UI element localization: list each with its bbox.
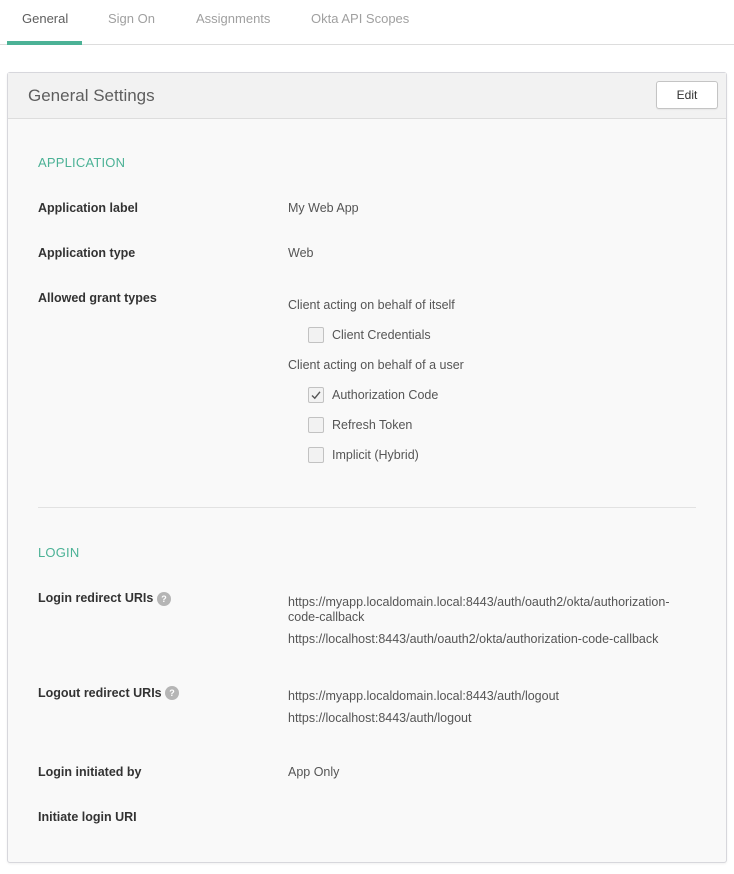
logout-redirect-uris-label: Logout redirect URIs bbox=[38, 686, 162, 700]
checkmark-icon bbox=[310, 389, 322, 401]
authorization-code-checkbox[interactable] bbox=[308, 387, 324, 403]
tab-bar bbox=[0, 0, 734, 45]
application-type-value: Web bbox=[288, 246, 314, 260]
initiate-login-uri-label: Initiate login URI bbox=[38, 810, 137, 824]
application-type-label: Application type bbox=[38, 246, 136, 260]
authorization-code-label: Authorization Code bbox=[332, 388, 439, 402]
implicit-hybrid-checkbox[interactable] bbox=[308, 447, 324, 463]
tab-assignments[interactable]: Assignments bbox=[196, 11, 271, 26]
card-title: General Settings bbox=[28, 86, 155, 105]
refresh-token-label: Refresh Token bbox=[332, 418, 413, 432]
client-credentials-label: Client Credentials bbox=[332, 328, 431, 342]
section-divider bbox=[38, 507, 696, 508]
login-initiated-by-value: App Only bbox=[288, 765, 340, 779]
edit-button[interactable]: Edit bbox=[656, 81, 718, 109]
logout-redirect-uri: https://localhost:8443/auth/logout bbox=[288, 711, 472, 725]
help-icon[interactable]: ? bbox=[165, 686, 179, 700]
application-label-value: My Web App bbox=[288, 201, 359, 215]
allowed-grant-types-label: Allowed grant types bbox=[38, 291, 157, 305]
application-label-label: Application label bbox=[38, 201, 139, 215]
help-icon[interactable]: ? bbox=[157, 592, 171, 606]
active-tab-indicator bbox=[7, 41, 82, 45]
grant-group-user: Client acting on behalf of a user bbox=[288, 358, 464, 372]
section-heading-login: LOGIN bbox=[38, 545, 80, 560]
login-redirect-uri: https://localhost:8443/auth/oauth2/okta/authorization-code-callback bbox=[288, 632, 659, 646]
grant-group-self: Client acting on behalf of itself bbox=[288, 298, 455, 312]
refresh-token-checkbox[interactable] bbox=[308, 417, 324, 433]
card-header bbox=[8, 73, 726, 119]
tab-sign-on[interactable]: Sign On bbox=[108, 11, 155, 26]
login-redirect-uri-continued: code-callback bbox=[288, 610, 365, 624]
section-heading-application: APPLICATION bbox=[38, 155, 126, 170]
login-initiated-by-label: Login initiated by bbox=[38, 765, 142, 779]
login-redirect-uris-label: Login redirect URIs bbox=[38, 591, 154, 605]
logout-redirect-uri: https://myapp.localdomain.local:8443/auth/logout bbox=[288, 689, 560, 703]
client-credentials-checkbox[interactable] bbox=[308, 327, 324, 343]
general-settings-card bbox=[7, 72, 727, 863]
login-redirect-uri: https://myapp.localdomain.local:8443/auth/oauth2/okta/authorization- bbox=[288, 595, 670, 609]
tab-okta-api-scopes[interactable]: Okta API Scopes bbox=[311, 11, 410, 26]
tab-general[interactable]: General bbox=[22, 11, 69, 26]
implicit-hybrid-label: Implicit (Hybrid) bbox=[332, 448, 419, 462]
